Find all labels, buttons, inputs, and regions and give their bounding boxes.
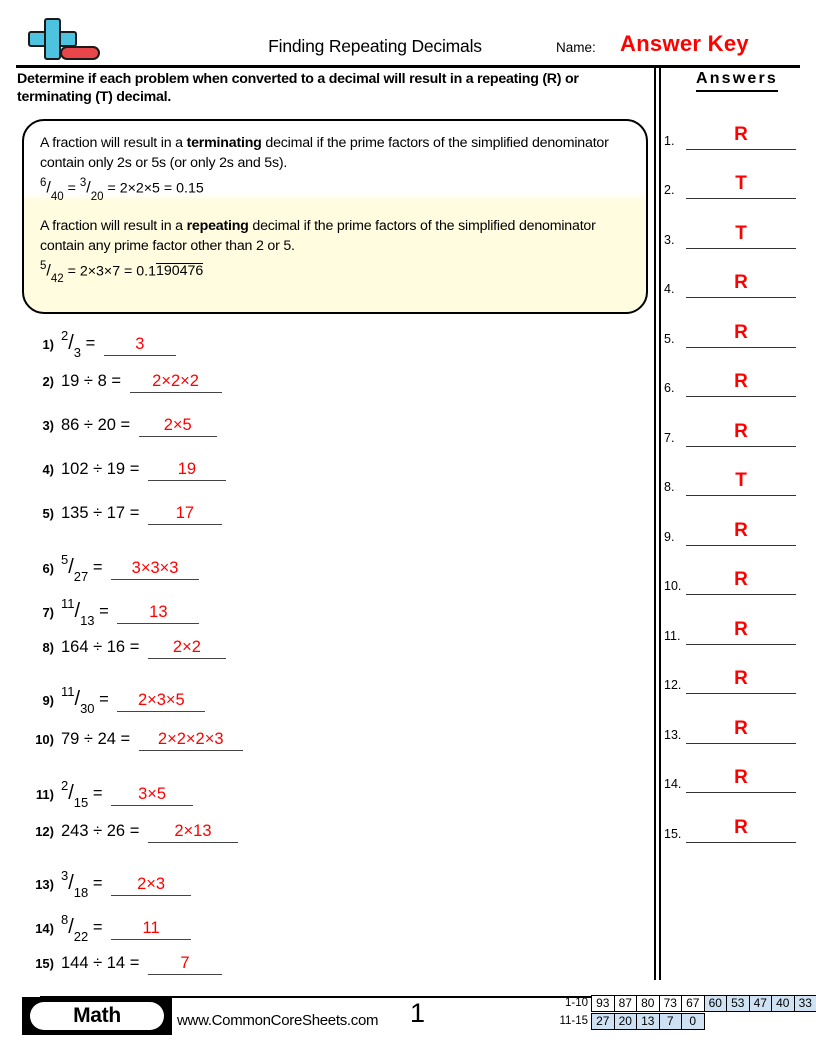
- fraction-denominator: 3: [73, 344, 82, 360]
- problem-number: 5): [42, 506, 54, 521]
- fraction-numerator: 11: [61, 596, 75, 611]
- name-label: Name:: [556, 40, 596, 55]
- answer-row-value[interactable]: R: [734, 668, 748, 689]
- problem-expression: [61, 460, 226, 481]
- answer-row: [664, 100, 804, 150]
- answer-row-number: 1.: [664, 133, 675, 148]
- column-divider-left: [654, 66, 656, 980]
- answer-row: [664, 348, 804, 398]
- problem-number: 7): [42, 604, 54, 620]
- problem-number: 6): [42, 560, 54, 576]
- problem-row: [24, 822, 238, 843]
- example-p1-pre: A fraction will result in a: [40, 135, 187, 151]
- problem-number: 12): [35, 824, 54, 839]
- problem-row: [24, 954, 222, 975]
- equals-sign: =: [81, 334, 100, 353]
- problem-expression: [61, 684, 205, 716]
- answer-blank[interactable]: 17: [148, 504, 222, 525]
- problem-expression: [61, 912, 191, 944]
- fraction-slash: /: [68, 781, 74, 804]
- subject-badge-label: Math: [30, 1002, 164, 1030]
- problem-row: [24, 778, 193, 810]
- answer-row: [664, 645, 804, 695]
- problem-fraction: [61, 596, 95, 628]
- fraction-numerator: 2: [61, 328, 69, 343]
- ex1-frac2-numerator: 3: [79, 177, 87, 189]
- score-row: [556, 995, 816, 1012]
- problem-row: [24, 868, 191, 900]
- answer-row: [664, 595, 804, 645]
- directions-text: Determine if each problem when converted to a decimal will result in a repeating (R) or terminating (T) decimal.: [17, 71, 579, 105]
- division-expression: 19 ÷ 8 =: [61, 372, 126, 390]
- example-equation-repeating: $^5/_{42} = 2\times 3\times 7 = 0.1190476$: [40, 259, 204, 286]
- ex2-tail-pre: = 2×3×7 = 0.1: [67, 263, 156, 280]
- equals-sign: =: [88, 784, 108, 803]
- answer-row-number: 9.: [664, 529, 675, 544]
- score-cell: 53: [726, 995, 750, 1012]
- ex2-repeating-bar-digits: 190476: [155, 263, 204, 280]
- problem-fraction: [61, 868, 89, 900]
- fraction-denominator: 22: [73, 928, 89, 944]
- answer-blank[interactable]: 7: [148, 954, 222, 975]
- division-expression: 86 ÷ 20 =: [61, 416, 135, 434]
- answers-list: [664, 100, 804, 843]
- example-equation-terminating: $^6/_{40} = ^3/_{20} = 2\times 2\times 5 = 0.15$: [40, 177, 204, 203]
- problem-fraction: [61, 912, 89, 944]
- answer-blank[interactable]: 2×2×2×3: [139, 730, 243, 751]
- worksheet-header: [0, 0, 816, 66]
- example-p2-bold: repeating: [186, 217, 249, 234]
- answer-blank[interactable]: 2×2×2: [130, 372, 222, 393]
- answer-row: [664, 150, 804, 200]
- answer-row-value[interactable]: R: [734, 420, 748, 442]
- fraction-denominator: 15: [73, 794, 89, 810]
- problem-number: 11): [35, 786, 54, 802]
- problem-number: 1): [42, 336, 54, 352]
- example-p1-post: decimal if the prime factors of the simplified denominator contain only 2s or 5s (or only 2s and 5s).: [40, 135, 609, 171]
- answer-row-number: 8.: [664, 480, 675, 494]
- score-row: [556, 1013, 816, 1030]
- problem-row: [24, 730, 243, 751]
- answers-heading-text: Answers: [696, 70, 778, 92]
- score-cell: 13: [636, 1013, 660, 1030]
- fraction-numerator: 3: [61, 868, 69, 883]
- problem-expression: [61, 822, 238, 843]
- answer-row: [664, 546, 804, 596]
- problem-row: [24, 504, 222, 525]
- example-p1-bold: terminating: [186, 135, 262, 151]
- answer-row-value[interactable]: R: [734, 717, 748, 739]
- problem-row: [24, 638, 226, 659]
- answer-row: [664, 793, 804, 843]
- ex1-frac1-numerator: 6: [40, 177, 47, 189]
- answer-row-number: 6.: [664, 381, 675, 395]
- fraction-slash: /: [68, 915, 74, 938]
- problem-expression: [61, 552, 199, 584]
- equals-sign: =: [94, 690, 114, 709]
- answer-row-number: 11.: [664, 628, 681, 643]
- problem-row: [24, 328, 176, 360]
- answer-blank[interactable]: 3×3×3: [111, 559, 199, 580]
- ex1-frac2-denominator: 20: [90, 190, 104, 203]
- answer-row-value[interactable]: R: [734, 569, 748, 590]
- problem-number: 13): [35, 876, 54, 892]
- answer-row: [664, 744, 804, 794]
- example-p2-pre: A fraction will result in a: [40, 217, 187, 234]
- answer-row-value[interactable]: R: [734, 371, 748, 392]
- answer-blank[interactable]: 11: [111, 919, 191, 940]
- answer-blank[interactable]: 2×13: [148, 822, 238, 843]
- problem-expression: [61, 416, 217, 437]
- answer-row-number: 14.: [664, 777, 682, 791]
- equals-sign: =: [88, 918, 108, 937]
- score-row-label: 1-10: [564, 997, 588, 1009]
- header-divider: [16, 65, 800, 68]
- answer-blank[interactable]: 2×5: [139, 416, 217, 437]
- problem-expression: [61, 868, 191, 900]
- score-cell: 93: [591, 995, 615, 1012]
- answer-blank[interactable]: 2×2: [148, 638, 226, 659]
- score-cell: 80: [636, 995, 660, 1012]
- problem-expression: [61, 730, 243, 751]
- answer-row-value[interactable]: T: [735, 173, 747, 194]
- equals-sign: =: [88, 558, 108, 577]
- score-cell: 73: [659, 995, 683, 1012]
- ex1-tail: = 2×2×5 = 0.15: [107, 180, 204, 197]
- problem-expression: [61, 504, 222, 525]
- answer-row: [664, 249, 804, 299]
- score-grid: [556, 995, 816, 1031]
- fraction-slash: /: [68, 331, 74, 354]
- ex1-frac1-denominator: 40: [50, 190, 64, 203]
- score-cell: 7: [659, 1013, 683, 1030]
- answer-blank[interactable]: 2×3×5: [117, 691, 205, 712]
- answer-row: [664, 298, 804, 348]
- answer-row: [664, 397, 804, 447]
- score-cell: 47: [749, 995, 773, 1012]
- problem-fraction: [61, 778, 89, 810]
- page-title: Finding Repeating Decimals: [268, 36, 482, 56]
- answer-row-value[interactable]: T: [735, 222, 747, 244]
- score-cell: 40: [771, 995, 795, 1012]
- problem-row: [24, 912, 191, 944]
- answer-row-number: 4.: [664, 282, 675, 296]
- division-expression: 243 ÷ 26 =: [61, 822, 144, 840]
- answers-heading: [672, 70, 802, 92]
- answer-blank[interactable]: 3: [104, 335, 176, 356]
- answer-blank[interactable]: 13: [117, 603, 199, 624]
- score-row-label: 11-15: [559, 1015, 588, 1027]
- answer-row: [664, 199, 804, 249]
- answer-row-number: 12.: [664, 678, 682, 692]
- subject-badge: [22, 997, 172, 1035]
- score-cell: 33: [794, 995, 816, 1012]
- answer-blank[interactable]: 3×5: [111, 785, 193, 806]
- problem-fraction: [61, 328, 82, 360]
- answer-row-value[interactable]: R: [734, 767, 748, 788]
- fraction-slash: /: [74, 599, 81, 622]
- problem-number: 4): [42, 462, 54, 477]
- problem-row: [24, 684, 205, 716]
- equals-sign: =: [94, 602, 114, 621]
- division-expression: 135 ÷ 17 =: [61, 504, 144, 522]
- problem-row: [24, 460, 226, 481]
- score-cell: 27: [591, 1013, 615, 1030]
- score-cell: 87: [614, 995, 638, 1012]
- problem-row: [24, 416, 217, 437]
- score-cell: 67: [681, 995, 705, 1012]
- answer-blank[interactable]: 19: [148, 460, 226, 481]
- problem-number: 14): [35, 920, 54, 936]
- fraction-denominator: 13: [80, 612, 95, 628]
- fraction-denominator: 18: [73, 884, 89, 900]
- answer-row-value[interactable]: R: [734, 272, 748, 293]
- score-cell: 0: [681, 1013, 705, 1030]
- answer-blank[interactable]: 2×3: [111, 875, 191, 896]
- problem-row: [24, 552, 199, 584]
- answer-row-value[interactable]: R: [734, 321, 748, 343]
- division-expression: 144 ÷ 14 =: [61, 954, 144, 972]
- answer-row: [664, 694, 804, 744]
- division-expression: 164 ÷ 16 =: [61, 638, 144, 656]
- problem-number: 3): [42, 418, 54, 433]
- answer-row-number: 5.: [664, 331, 675, 346]
- problem-number: 2): [42, 374, 54, 389]
- site-url: www.CommonCoreSheets.com: [177, 1012, 379, 1029]
- answer-row-number: 10.: [664, 579, 682, 593]
- problem-row: [24, 372, 222, 393]
- problem-expression: [61, 596, 199, 628]
- fraction-denominator: 30: [80, 700, 95, 716]
- fraction-numerator: 5: [61, 552, 69, 567]
- answer-row-number: 7.: [664, 430, 675, 445]
- answer-row: [664, 447, 804, 497]
- problem-expression: [61, 778, 193, 810]
- problem-number: 10): [35, 732, 54, 747]
- answer-row-value[interactable]: R: [734, 519, 748, 541]
- answer-row-value[interactable]: R: [734, 123, 748, 145]
- fraction-slash: /: [68, 555, 74, 578]
- division-expression: 102 ÷ 19 =: [61, 460, 144, 478]
- problem-fraction: [61, 552, 89, 584]
- example-box: [22, 119, 648, 314]
- answer-row: [664, 496, 804, 546]
- problem-expression: [61, 328, 176, 360]
- answer-row-number: 13.: [664, 727, 682, 742]
- problem-number: 8): [42, 640, 54, 655]
- fraction-numerator: 2: [61, 778, 69, 793]
- answer-row-number: 3.: [664, 232, 675, 247]
- fraction-numerator: 11: [61, 684, 75, 699]
- name-value: Answer Key: [620, 31, 749, 56]
- fraction-numerator: 8: [61, 912, 69, 927]
- answer-row-number: 15.: [664, 826, 682, 841]
- fraction-slash: /: [68, 871, 74, 894]
- example-paragraph-terminating: [40, 133, 630, 173]
- fraction-slash: /: [74, 687, 81, 710]
- answer-row-line: [686, 842, 796, 843]
- page-number: 1: [410, 998, 426, 1028]
- score-cell: 60: [704, 995, 728, 1012]
- problem-row: [24, 596, 199, 628]
- problem-number: 9): [42, 692, 54, 708]
- example-p2-post: decimal if the prime factors of the simplified denominator contain any prime factor other than 2 or 5.: [40, 217, 596, 254]
- division-expression: 79 ÷ 24 =: [61, 730, 135, 748]
- column-divider-right: [659, 66, 661, 980]
- plus-minus-logo-icon: [18, 18, 100, 64]
- problem-expression: [61, 954, 222, 975]
- equals-sign: =: [88, 874, 108, 893]
- fraction-denominator: 27: [73, 568, 89, 584]
- example-paragraph-repeating: [40, 216, 630, 256]
- problem-expression: [61, 638, 226, 659]
- answer-row-value[interactable]: R: [734, 816, 748, 838]
- score-cell: 20: [614, 1013, 638, 1030]
- ex2-frac-numerator: 5: [40, 259, 47, 272]
- answer-row-number: 2.: [664, 183, 675, 197]
- ex1-equals: =: [67, 180, 76, 197]
- answer-row-value[interactable]: R: [734, 618, 748, 640]
- problem-expression: [61, 372, 222, 393]
- answer-row-value[interactable]: T: [735, 470, 747, 491]
- problem-number: 15): [35, 956, 54, 971]
- ex2-frac-denominator: 42: [50, 273, 64, 286]
- problem-fraction: [61, 684, 95, 716]
